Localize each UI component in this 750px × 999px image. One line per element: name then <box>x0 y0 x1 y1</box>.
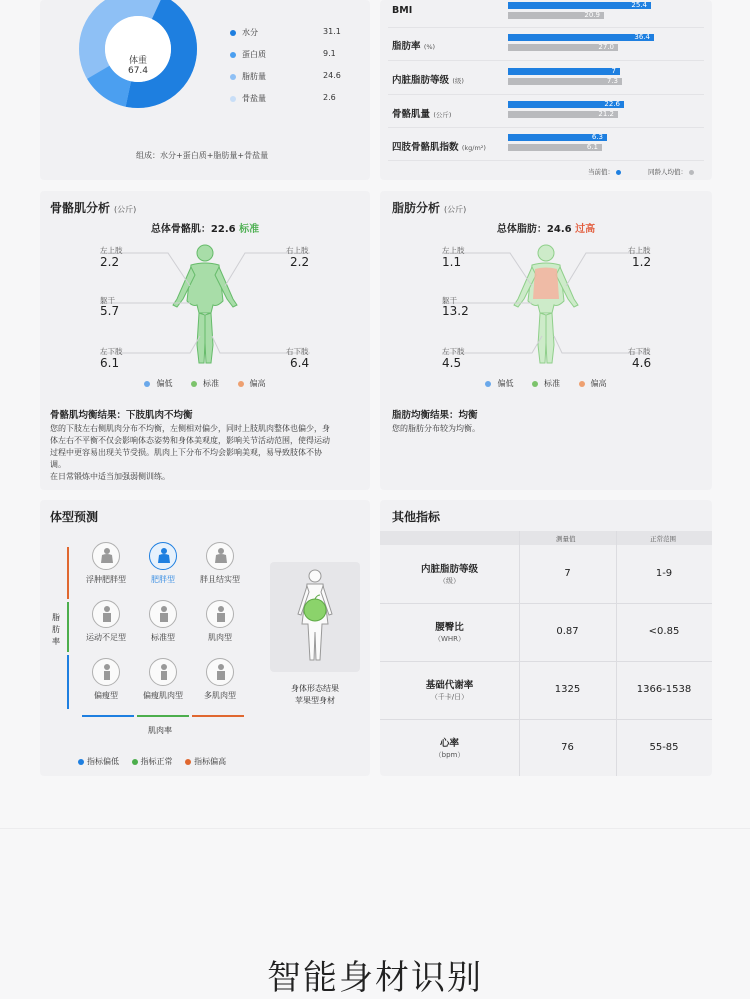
bodytype-edema-obese[interactable]: 浮肿肥胖型 <box>76 542 136 585</box>
muscle-legend: 偏低 标准 偏高 <box>40 378 370 389</box>
table-row: 腰臀比 （WHR） 0.87 <0.85 <box>433 622 680 643</box>
muscle-result-title: 骨骼肌均衡结果：下肢肌肉不均衡 <box>50 410 193 421</box>
fat-result-title: 脂肪均衡结果：均衡 <box>392 410 478 421</box>
metric-name-limb-index: 四肢骨骼肌指数 (kg/m²) <box>392 142 486 153</box>
limb-index-current-bar: 6.3 <box>508 134 607 141</box>
bodytype-solid-obese[interactable]: 胖且结实型 <box>190 542 250 585</box>
fat-trunk-value: 13.2 <box>442 304 469 318</box>
table-row: 心率 （bpm） 76 55-85 <box>434 738 679 759</box>
fat-result-text: 您的脂肪分布较为均衡。 <box>392 424 480 433</box>
col-measured: 测量值 <box>556 535 576 543</box>
muscle-left-arm-value: 2.2 <box>100 255 120 269</box>
fat-legend: 偏低 标准 偏高 <box>380 378 712 389</box>
footer-title: 智能身材识别 <box>267 958 483 998</box>
x-axis-bar-high <box>192 715 244 717</box>
composition-panel <box>40 0 370 180</box>
metric-name-bmi: BMI <box>392 5 413 16</box>
limb-index-peer-bar: 6.1 <box>508 144 602 151</box>
y-axis-bar-low <box>67 655 69 709</box>
bodytype-inactive[interactable]: 运动不足型 <box>76 600 136 643</box>
bodytype-legend: 指标偏低 指标正常 指标偏高 <box>78 756 226 767</box>
x-axis-bar-low <box>82 715 134 717</box>
apple-body-icon <box>270 562 360 672</box>
metric-name-fat-rate: 脂肪率 (%) <box>392 41 436 52</box>
bodytype-thin-muscular[interactable]: 偏瘦肌肉型 <box>133 658 193 701</box>
y-axis-label: 脂 肪 率 <box>52 613 60 646</box>
y-axis-bar-normal <box>67 602 69 652</box>
composition-legend-protein: 蛋白质 <box>230 49 266 60</box>
legend-peer: 同龄人均值： <box>648 167 700 176</box>
fat-right-leg-value: 4.6 <box>632 356 652 370</box>
muscle-right-leg-label: 右下肢 <box>286 347 309 356</box>
muscle-result-text: 您的下肢左右侧肌肉分布不均衡，左侧相对偏少，同时上肢肌肉整体也偏少，身 体左右不平衡不仅会影响体态姿势和身体美观度，影响关节活动范围，使得运动 过程中更容易出现关节受损。肌肉上下分布不均会影响美观，易导致肢体不协 调。 在日常锻炼中适当加强弱侧训练。 <box>50 424 330 481</box>
bodytype-result-line1: 身体形态结果 <box>291 684 339 693</box>
muscle-connector-lines <box>40 241 370 421</box>
y-axis-bar-high <box>67 547 69 599</box>
donut-center-label: 体重 <box>128 56 147 66</box>
donut-center-value: 67.4 <box>127 66 149 76</box>
muscle-right-arm-value: 2.2 <box>290 255 310 269</box>
fat-left-leg-label: 左下肢 <box>442 347 465 356</box>
composition-formula: 组成：水分+蛋白质+脂肪量+骨盐量 <box>136 151 269 160</box>
composition-legend-fat: 脂肪量 <box>230 71 266 82</box>
muscle-left-leg-value: 6.1 <box>100 356 120 370</box>
bodytype-muscular[interactable]: 肌肉型 <box>190 600 250 643</box>
col-normal: 正常范围 <box>650 535 676 543</box>
fat-connector-lines <box>380 241 712 421</box>
fat-left-leg-value: 4.5 <box>442 356 462 370</box>
composition-legend-water: 水分 <box>230 27 258 38</box>
bodytype-title: 体型预测 <box>50 510 99 524</box>
bodytype-result-card <box>270 562 360 672</box>
fat-trunk-label: 躯干 <box>442 296 457 305</box>
fat-left-arm-value: 1.1 <box>442 255 462 269</box>
composition-value-bone: 2.6 <box>323 93 336 102</box>
muscle-right-leg-value: 6.4 <box>290 356 310 370</box>
visceral-current-bar: 7 <box>508 68 620 75</box>
composition-legend-bone: 骨盐量 <box>230 93 266 104</box>
muscle-current-bar: 22.6 <box>508 101 624 108</box>
composition-value-fat: 24.6 <box>323 71 341 80</box>
fat-total: 总体脂肪：24.6 过高 <box>496 224 596 235</box>
muscle-left-leg-label: 左下肢 <box>100 347 123 356</box>
other-title: 其他指标 <box>392 510 441 524</box>
fat-rate-peer-bar: 27.0 <box>508 44 618 51</box>
bodytype-result-line2: 苹果型身材 <box>295 696 335 705</box>
bodytype-panel <box>40 500 370 776</box>
table-row: 基础代谢率 （千卡/日） 1325 1366-1538 <box>425 680 692 701</box>
metrics-panel <box>380 0 712 180</box>
muscle-panel <box>40 191 370 490</box>
fat-title: 脂肪分析 (公斤) <box>392 201 467 215</box>
muscle-peer-bar: 21.2 <box>508 111 618 118</box>
muscle-title: 骨骼肌分析 (公斤) <box>50 201 137 215</box>
fat-right-leg-label: 右下肢 <box>628 347 651 356</box>
bodytype-thin[interactable]: 偏瘦型 <box>76 658 136 701</box>
section-divider <box>0 828 750 829</box>
other-panel <box>380 500 712 776</box>
visceral-peer-bar: 7.3 <box>508 78 622 85</box>
muscle-right-arm-label: 右上肢 <box>286 246 309 255</box>
fat-left-arm-label: 左上肢 <box>442 246 465 255</box>
fat-right-arm-label: 右上肢 <box>628 246 651 255</box>
composition-value-water: 31.1 <box>323 27 341 36</box>
composition-value-protein: 9.1 <box>323 49 336 58</box>
muscle-trunk-value: 5.7 <box>100 304 120 318</box>
bodytype-very-muscular[interactable]: 多肌肉型 <box>190 658 250 701</box>
muscle-left-arm-label: 左上肢 <box>100 246 123 255</box>
x-axis-label: 肌肉率 <box>148 726 172 735</box>
table-row: 内脏脂肪等级 （级） 7 1-9 <box>420 564 673 585</box>
bodytype-standard[interactable]: 标准型 <box>133 600 193 643</box>
fat-right-arm-value: 1.2 <box>632 255 652 269</box>
fat-panel <box>380 191 712 490</box>
muscle-total: 总体骨骼肌：22.6 标准 <box>150 224 260 235</box>
muscle-trunk-label: 躯干 <box>100 296 115 305</box>
x-axis-bar-normal <box>137 715 189 717</box>
metric-name-muscle: 骨骼肌量 (公斤) <box>392 109 452 120</box>
fat-rate-current-bar: 36.4 <box>508 34 654 41</box>
metric-name-visceral: 内脏脂肪等级 (级) <box>392 75 464 86</box>
legend-current: 当前值： <box>588 167 627 176</box>
bmi-current-bar: 25.4 <box>508 2 651 9</box>
bmi-peer-bar: 20.9 <box>508 12 604 19</box>
bodytype-obese[interactable]: 肥胖型 <box>133 542 193 585</box>
